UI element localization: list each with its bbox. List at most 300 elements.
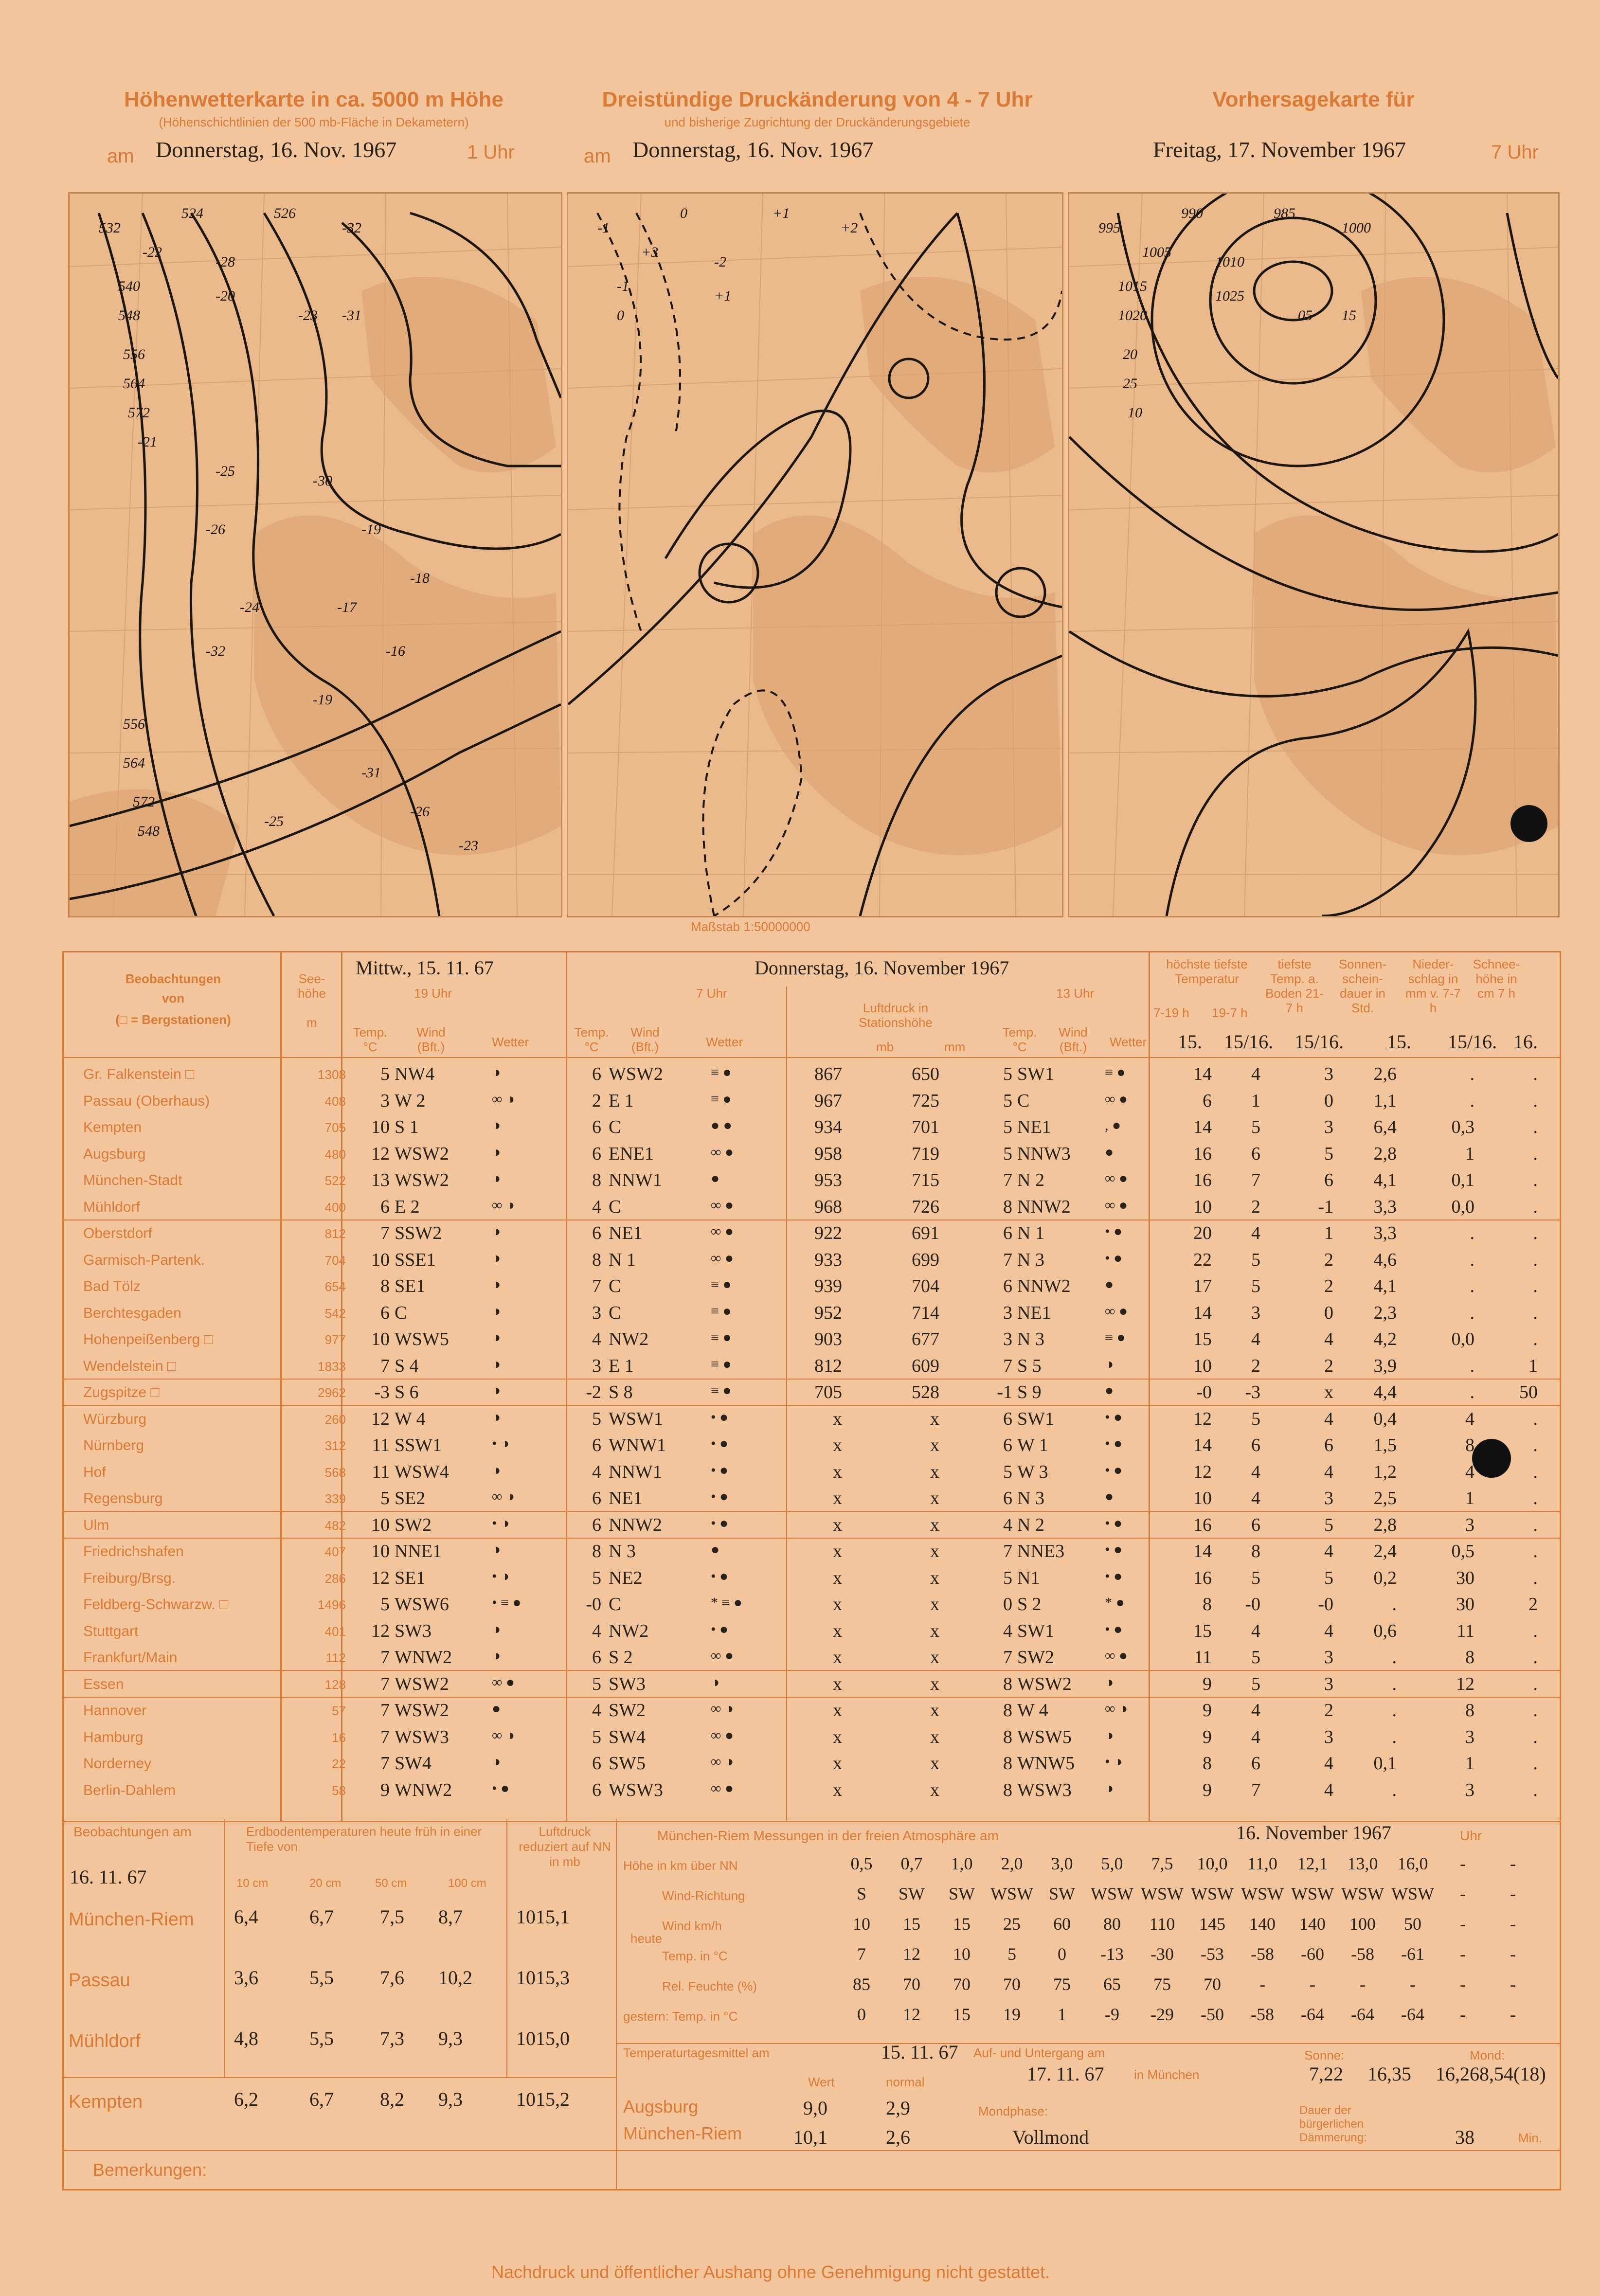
cell-tb: 4 [1324, 1620, 1333, 1641]
cell-tmax: 9 [1203, 1700, 1212, 1721]
cell-wx7: ● ● [711, 1117, 732, 1133]
cell-wx13: • ● [1105, 1250, 1123, 1266]
cell-sun: . [1392, 1700, 1397, 1721]
cell-w19: SE2 [395, 1488, 426, 1508]
cell-wx19: ◑ [492, 1170, 501, 1186]
cell-wx19: ∞ ◑ [492, 1727, 515, 1743]
cell-tmin: 6 [1251, 1514, 1260, 1535]
cell-rr: . [1470, 1064, 1474, 1084]
moon-rise: 16,26 [1436, 2063, 1479, 2085]
daemm: 38 [1455, 2126, 1474, 2148]
station-row [64, 1060, 1560, 1087]
cell-wx19: ◑ [492, 1276, 501, 1292]
cell-sn: . [1533, 1647, 1538, 1668]
aero-value: 12,1 [1297, 1854, 1328, 1873]
cell-sn: . [1533, 1435, 1538, 1455]
aero-value: 65 [1103, 1974, 1121, 1994]
map-label: 1010 [1215, 254, 1244, 270]
cell-t19: 11 [372, 1435, 390, 1455]
cell-tmax: 12 [1193, 1408, 1212, 1429]
cell-tmin: 5 [1251, 1117, 1260, 1137]
aero-value: 15 [953, 1914, 971, 1934]
cell-mb: 867 [814, 1064, 842, 1084]
cell-sun: 4,4 [1373, 1382, 1397, 1402]
aero-value: 70 [953, 1974, 971, 1994]
cell-wx19: • ● [492, 1780, 510, 1796]
cell-rr: 0,5 [1451, 1541, 1474, 1561]
cell-t7: 4 [592, 1461, 601, 1482]
aero-value: - [1510, 2005, 1516, 2024]
cell-sn: . [1533, 1673, 1538, 1694]
aero-value: -13 [1100, 1944, 1124, 1964]
cell-wx13: • ● [1105, 1435, 1123, 1452]
cell-tb: 4 [1324, 1329, 1333, 1349]
cell-mm: 699 [912, 1249, 939, 1270]
aero-value: WSW [1191, 1884, 1234, 1903]
cell-wx7: • ● [711, 1462, 729, 1478]
aero-value: -58 [1251, 2005, 1274, 2024]
cell-sun: 0,1 [1373, 1753, 1397, 1774]
punch-hole [1472, 1439, 1511, 1478]
cell-t13: 5 [1003, 1567, 1012, 1588]
cell-tmin: 4 [1251, 1064, 1260, 1084]
tagesmittel-date: 15. 11. 67 [881, 2041, 958, 2063]
cell-w19: WNW2 [395, 1647, 452, 1668]
cell-sn: . [1533, 1276, 1538, 1296]
aero-value: -30 [1151, 1944, 1174, 1964]
cell-wx7: ≡ ● [711, 1303, 732, 1319]
cell-wx19: ◑ [492, 1117, 501, 1133]
forecast-map-graphic [1069, 194, 1558, 916]
cell-rr: 11 [1456, 1620, 1474, 1641]
cell-tb: 4 [1324, 1753, 1333, 1774]
obs-7uhr: 7 Uhr [696, 986, 727, 1001]
map-label: 1005 [1142, 244, 1171, 260]
aero-value: - [1310, 1974, 1315, 1994]
cell-tmax: 17 [1193, 1276, 1212, 1296]
tm-row1-normal: 2,9 [886, 2097, 910, 2119]
cell-wx13: ● [1105, 1276, 1114, 1292]
station-name: Frankfurt/Main [83, 1650, 178, 1666]
cell-mm: x [930, 1541, 939, 1561]
station-altitude: 407 [324, 1544, 346, 1559]
cell-sun: 2,5 [1373, 1488, 1397, 1508]
station-row [64, 1670, 1560, 1698]
cell-w13: W 3 [1017, 1461, 1048, 1482]
cell-wx13: ≡ ● [1105, 1064, 1126, 1080]
cell-tb: 6 [1324, 1435, 1333, 1455]
cell-w19: E 2 [395, 1196, 420, 1217]
cell-t13: 4 [1003, 1514, 1012, 1535]
cell-wx7: ∞ ● [711, 1197, 734, 1213]
map-label: -16 [386, 643, 405, 659]
map-label: 564 [123, 376, 145, 392]
cell-t19: 7 [380, 1223, 390, 1243]
cell-w13: SW1 [1017, 1408, 1054, 1429]
aero-value: -61 [1401, 1944, 1424, 1964]
cell-t13: 0 [1003, 1594, 1012, 1614]
station-name: Ulm [83, 1517, 109, 1533]
cell-wx7: ≡ ● [711, 1064, 732, 1080]
cell-w7: NNW2 [609, 1514, 662, 1535]
cell-w13: SW1 [1017, 1064, 1054, 1084]
station-row [64, 1405, 1560, 1432]
cell-tmin: 2 [1251, 1355, 1260, 1376]
station-row [64, 1776, 1560, 1803]
weather-maps [68, 192, 1557, 915]
cell-w19: WSW4 [395, 1461, 449, 1482]
depth-50: 50 cm [375, 1877, 407, 1890]
observations-table [62, 951, 1561, 1822]
cell-mb: 705 [814, 1382, 842, 1402]
cell-t19: 7 [380, 1647, 390, 1668]
aero-value: 13,0 [1347, 1854, 1378, 1873]
map-label: -1 [597, 220, 610, 236]
aero-value: SW [899, 1884, 925, 1903]
station-name: Oberstdorf [83, 1225, 152, 1241]
cell-wx13: • ● [1105, 1409, 1123, 1425]
map-label: 1015 [1118, 278, 1147, 294]
map-label: -25 [216, 463, 235, 479]
cell-wx19: ◑ [492, 1329, 501, 1345]
cell-w7: ENE1 [609, 1143, 654, 1164]
ground-value: 3,6 [234, 1967, 258, 1989]
cell-t19: 7 [380, 1700, 390, 1721]
cell-mb: 812 [814, 1355, 842, 1376]
cell-w13: NE1 [1017, 1117, 1051, 1137]
cell-mm: x [930, 1408, 939, 1429]
cell-tmax: 10 [1193, 1196, 1212, 1217]
aero-value: - [1460, 1884, 1466, 1903]
obs-wind-13: Wind (Bft.) [1059, 1025, 1088, 1054]
cell-sn: . [1533, 1223, 1538, 1243]
cell-wx7: ∞ ● [711, 1727, 734, 1743]
cell-t7: 4 [592, 1620, 601, 1641]
cell-rr: 3 [1465, 1779, 1474, 1800]
cell-t13: 7 [1003, 1647, 1012, 1668]
cell-mb: x [833, 1408, 842, 1429]
aero-label: Höhe in km über NN [623, 1858, 738, 1873]
cell-t7: 6 [592, 1117, 601, 1137]
cell-rr: 8 [1465, 1700, 1474, 1721]
obs-19uhr: 19 Uhr [414, 986, 452, 1001]
cell-t13: 7 [1003, 1355, 1012, 1376]
cell-sun: 2,3 [1373, 1302, 1397, 1323]
cell-tb: 3 [1324, 1117, 1333, 1137]
map-label: 0 [680, 205, 687, 221]
cell-wx13: ◑ [1105, 1780, 1114, 1796]
obs-seehoehe: See-höhe m [298, 971, 326, 1030]
sun-in: in München [1134, 2067, 1200, 2082]
obs-title: Beobachtungen von (□ = Bergstationen) [115, 971, 231, 1027]
cell-tb: 2 [1324, 1276, 1333, 1296]
cell-w7: NW2 [609, 1329, 649, 1349]
cell-t7: -2 [586, 1382, 601, 1402]
cell-wx13: • ● [1105, 1568, 1123, 1584]
cell-wx19: ◑ [492, 1409, 501, 1425]
cell-sun: . [1392, 1726, 1397, 1747]
station-row [64, 1458, 1560, 1485]
aero-value: - [1510, 1884, 1516, 1903]
cell-w7: NE1 [609, 1223, 643, 1243]
aero-value: 15 [903, 1914, 920, 1934]
cell-w7: SW5 [609, 1753, 646, 1774]
station-row [64, 1511, 1560, 1539]
cell-wx19: ◑ [492, 1462, 501, 1478]
map-label: -32 [342, 220, 361, 236]
cell-wx7: ∞ ● [711, 1648, 734, 1664]
cell-t7: 6 [592, 1647, 601, 1668]
cell-wx19: ◑ [492, 1621, 501, 1637]
cell-t19: 12 [371, 1143, 390, 1164]
map-label: -1 [617, 278, 629, 294]
cell-w19: SE1 [395, 1276, 426, 1296]
station-name: Berchtesgaden [83, 1305, 181, 1321]
aero-value: 5,0 [1101, 1854, 1123, 1873]
cell-w19: SSW2 [395, 1223, 442, 1243]
ground-value: 9,3 [438, 2088, 463, 2110]
cell-tmax: 14 [1193, 1064, 1212, 1084]
ground-value: 7,6 [380, 1967, 404, 1989]
station-altitude: 480 [324, 1147, 346, 1162]
ground-value: 6,4 [234, 1906, 258, 1928]
cell-sn: . [1533, 1753, 1538, 1774]
cell-t19: 5 [380, 1488, 390, 1508]
cell-wx13: ● [1105, 1382, 1114, 1399]
upper-air-map [68, 192, 562, 917]
cell-wx7: ∞ ● [711, 1250, 734, 1266]
obs-d5: 15/16. [1448, 1031, 1497, 1053]
cell-rr: . [1470, 1249, 1474, 1270]
tagesmittel-wert: Wert [808, 2075, 835, 2089]
aero-value: 0 [857, 2005, 866, 2024]
cell-rr: 30 [1456, 1594, 1474, 1614]
cell-t19: 12 [371, 1567, 390, 1588]
station-altitude: 812 [324, 1226, 346, 1241]
cell-t13: 3 [1003, 1329, 1012, 1349]
cell-wx19: ◑ [492, 1356, 501, 1372]
sun-mond: Mond: [1470, 2048, 1505, 2063]
map1-title: Höhenwetterkarte in ca. 5000 m Höhe [124, 88, 504, 111]
cell-sn: 1 [1528, 1355, 1538, 1376]
cell-sn: . [1533, 1090, 1538, 1111]
obs-schnee: Schnee-höhe in cm 7 h [1473, 957, 1520, 1001]
cell-mm: x [930, 1514, 939, 1535]
cell-tb: 5 [1324, 1143, 1333, 1164]
cell-sn: 2 [1528, 1594, 1538, 1614]
obs-sonne: Sonnen-schein-dauer in Std. [1338, 957, 1387, 1015]
cell-t7: 6 [592, 1223, 601, 1243]
tagesmittel-normal: normal [886, 2075, 925, 2089]
aero-value: 1 [1058, 2005, 1066, 2024]
ground-label: Beobachtungen am [73, 1824, 192, 1839]
station-altitude: 542 [324, 1306, 346, 1321]
cell-w19: WSW2 [395, 1143, 449, 1164]
station-altitude: 522 [324, 1173, 346, 1188]
station-row [64, 1644, 1560, 1671]
cell-mb: 953 [814, 1170, 842, 1190]
cell-w7: NW2 [609, 1620, 649, 1641]
daemm-label: Dauer der bürgerlichen Dämmerung: [1299, 2104, 1367, 2144]
aero-value: - [1510, 1944, 1516, 1964]
cell-w13: N 3 [1017, 1329, 1044, 1349]
cell-mb: x [833, 1726, 842, 1747]
cell-t13: 5 [1003, 1117, 1012, 1137]
cell-mb: x [833, 1461, 842, 1482]
cell-wx13: • ● [1105, 1515, 1123, 1531]
cell-t13: 3 [1003, 1302, 1012, 1323]
aero-label: gestern: Temp. in °C [623, 2009, 738, 2024]
cell-mm: x [930, 1779, 939, 1800]
cell-w19: S 1 [395, 1117, 419, 1137]
cell-t19: 8 [380, 1276, 390, 1296]
cell-w19: SE1 [395, 1567, 426, 1588]
cell-w19: WSW6 [395, 1594, 449, 1614]
station-name: Freiburg/Brsg. [83, 1570, 176, 1586]
cell-w13: WSW5 [1017, 1726, 1072, 1747]
obs-wind-7: Wind (Bft.) [630, 1025, 660, 1054]
cell-mb: 934 [814, 1117, 842, 1137]
cell-w7: N 1 [609, 1249, 636, 1270]
aero-value: - [1510, 1854, 1516, 1873]
aero-value: 2,0 [1001, 1854, 1023, 1873]
aerology-uhr: Uhr [1460, 1828, 1482, 1843]
ground-value: 5,5 [309, 2027, 334, 2049]
station-altitude: 58 [332, 1783, 346, 1798]
cell-wx13: ∞ ● [1105, 1197, 1128, 1213]
aero-value: S [856, 1884, 867, 1903]
cell-t19: 10 [371, 1514, 390, 1535]
cell-mb: x [833, 1594, 842, 1614]
map3-time: 7 Uhr [1491, 142, 1539, 163]
aero-value: -50 [1201, 2005, 1224, 2024]
station-row [64, 1617, 1560, 1644]
aero-value: 75 [1153, 1974, 1171, 1994]
station-row [64, 1697, 1560, 1723]
cell-wx7: ∞ ◑ [711, 1754, 734, 1770]
cell-t19: 13 [371, 1170, 390, 1190]
cell-tmin: 7 [1251, 1170, 1260, 1190]
aero-value: 1,0 [951, 1854, 973, 1873]
cell-w13: NNW2 [1017, 1276, 1071, 1296]
cell-t13: 7 [1003, 1170, 1012, 1190]
cell-tmax: 9 [1203, 1673, 1212, 1694]
cell-w7: NNW1 [609, 1461, 662, 1482]
cell-w13: SW2 [1017, 1647, 1054, 1668]
cell-tb: 3 [1324, 1673, 1333, 1694]
cell-t19: 12 [371, 1620, 390, 1641]
aero-value: 0,5 [850, 1854, 873, 1873]
cell-t7: 5 [592, 1726, 601, 1747]
cell-t19: 11 [372, 1461, 390, 1482]
cell-w19: SW2 [395, 1514, 431, 1535]
cell-w19: WNW2 [395, 1779, 452, 1800]
cell-sun: 4,2 [1373, 1329, 1397, 1349]
station-name: Friedrichshafen [83, 1543, 184, 1560]
map-label: 0 [617, 307, 624, 323]
aero-value: - [1510, 1914, 1516, 1934]
map-label: -22 [143, 244, 162, 260]
cell-mb: x [833, 1488, 842, 1508]
obs-d2: 15/16. [1224, 1031, 1274, 1053]
cell-sun: 3,3 [1373, 1223, 1397, 1243]
ground-value: 1015,0 [516, 2027, 570, 2049]
ground-value: 7,3 [380, 2027, 404, 2049]
cell-tmin: 6 [1251, 1435, 1260, 1455]
map-label: 532 [99, 220, 121, 236]
cell-w13: N 1 [1017, 1223, 1044, 1243]
cell-mm: 691 [912, 1223, 939, 1243]
station-name: Regensburg [83, 1490, 163, 1507]
cell-t13: 6 [1003, 1488, 1012, 1508]
cell-t7: 8 [592, 1541, 601, 1561]
cell-tmax: 16 [1193, 1143, 1212, 1164]
cell-wx13: • ● [1105, 1621, 1123, 1637]
cell-t13: 7 [1003, 1541, 1012, 1561]
cell-mm: x [930, 1435, 939, 1455]
cell-sun: 0,6 [1373, 1620, 1397, 1641]
station-name: Norderney [83, 1756, 152, 1772]
ground-value: 6,7 [309, 1906, 334, 1928]
cell-sun: 3,3 [1373, 1196, 1397, 1217]
aero-label: Temp. in °C [662, 1949, 728, 1963]
cell-tb: 1 [1324, 1223, 1333, 1243]
ground-station: Passau [69, 1970, 130, 1991]
tm-row1-name: Augsburg [623, 2097, 699, 2117]
cell-t13: 8 [1003, 1753, 1012, 1774]
bottom-section [62, 1819, 1561, 2190]
aero-value: - [1460, 1854, 1466, 1873]
cell-w7: S 8 [609, 1382, 633, 1402]
station-altitude: 482 [324, 1518, 346, 1533]
cell-w7: N 3 [609, 1541, 636, 1561]
station-altitude: 286 [324, 1571, 346, 1586]
cell-t13: 8 [1003, 1779, 1012, 1800]
cell-t7: 7 [592, 1276, 601, 1296]
cell-tmax: 14 [1193, 1541, 1212, 1561]
cell-t19: 6 [380, 1302, 390, 1323]
cell-t7: 5 [592, 1567, 601, 1588]
cell-w19: SSE1 [395, 1249, 436, 1270]
map-label: 572 [133, 794, 155, 810]
cell-wx7: • ● [711, 1435, 729, 1452]
cell-mb: 952 [814, 1302, 842, 1323]
cell-w19: WSW2 [395, 1673, 449, 1694]
cell-wx7: ∞ ● [711, 1223, 734, 1239]
cell-sun: . [1392, 1647, 1397, 1668]
ground-value: 4,8 [234, 2027, 258, 2049]
aero-value: 50 [1404, 1914, 1421, 1934]
cell-tmax: 12 [1193, 1461, 1212, 1482]
cell-w13: S 9 [1017, 1382, 1042, 1402]
station-row [64, 1352, 1560, 1380]
cell-wx13: • ◑ [1105, 1754, 1123, 1770]
map1-date: Donnerstag, 16. Nov. 1967 [156, 137, 397, 162]
ground-value: 10,2 [438, 1967, 472, 1989]
cell-t7: 3 [592, 1355, 601, 1376]
map-label: 524 [181, 205, 203, 221]
cell-mb: x [833, 1647, 842, 1668]
depth-20: 20 cm [309, 1877, 342, 1890]
aero-value: 19 [1003, 2005, 1021, 2024]
cell-sn: . [1533, 1726, 1538, 1747]
ground-station: München-Riem [69, 1909, 194, 1930]
depth-100: 100 cm [448, 1877, 486, 1890]
cell-wx19: ∞ ◑ [492, 1489, 515, 1505]
cell-mm: 677 [912, 1329, 939, 1349]
cell-mb: x [833, 1753, 842, 1774]
cell-tmax: 22 [1193, 1249, 1212, 1270]
